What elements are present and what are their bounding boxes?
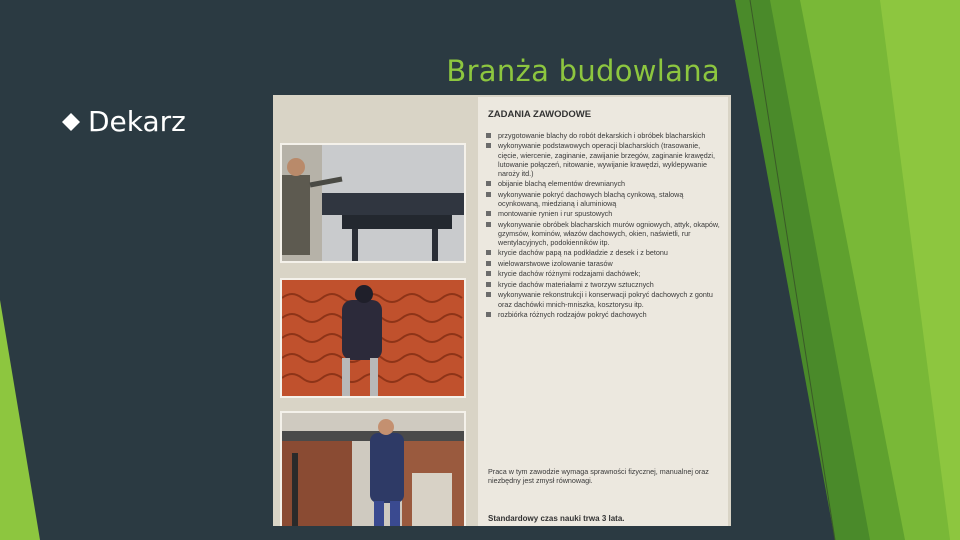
photo-roof-tiles	[280, 278, 466, 398]
duty-item: krycie dachów różnymi rodzajami dachówek;	[484, 269, 722, 278]
duty-item: wykonywanie obróbek blacharskich murów ogniowych, attyk, okapów, gzymsów, kominów, włazów dachowych, okien, naświetli, rur wentylacyjnych, podokienników itp.	[484, 220, 722, 247]
duty-list	[484, 131, 722, 320]
duty-item: przygotowanie blachy do robót dekarskich i obróbek blacharskich	[484, 131, 722, 140]
photo-metal-bending	[280, 143, 466, 263]
duty-item: wykonywanie pokryć dachowych blachą cynkową, stalową ocynkowaną, miedzianą i aluminiową	[484, 190, 722, 208]
scanned-page-image	[273, 95, 731, 526]
duty-item: montowanie rynien i rur spustowych	[484, 209, 722, 218]
document-note: Praca w tym zawodzie wymaga sprawności fizycznej, manualnej oraz niezbędny jest zmysł równowagi.	[488, 467, 709, 486]
diamond-bullet-icon	[60, 111, 82, 133]
duty-item: krycie dachów materiałami z tworzyw sztucznych	[484, 280, 722, 289]
duty-item: wykonywanie podstawowych operacji blacharskich (trasowanie, cięcie, wiercenie, zaginanie, zawijanie brzegów, zaginanie krawędzi, lutowanie połączeń, nitowanie, wywijanie krawędzi, wyklepywanie naroży itd.)	[484, 141, 722, 177]
document-footer: Standardowy czas nauki trwa 3 lata.	[488, 514, 625, 523]
document-heading: ZADANIA ZAWODOWE	[488, 109, 592, 120]
bullet-item	[60, 105, 186, 138]
photo-gutter-work-illustration	[282, 413, 464, 526]
photo-gutter-work	[280, 411, 466, 526]
left-green-shard	[0, 300, 40, 540]
duty-item: rozbiórka różnych rodzajów pokryć dachowych	[484, 310, 722, 319]
photo-roof-tiles-illustration	[282, 280, 464, 396]
duty-item: krycie dachów papą na podkładzie z desek i z betonu	[484, 248, 722, 257]
photo-metal-bending-illustration	[282, 145, 464, 261]
job-duties-document	[478, 97, 728, 526]
bullet-label: Dekarz	[88, 105, 186, 138]
duty-item: wykonywanie rekonstrukcji i konserwacji pokryć dachowych z gontu oraz dachówki mnich-mniszka, kosztorysu itp.	[484, 290, 722, 308]
slide-title: Branża budowlana	[446, 54, 720, 88]
duty-item: obijanie blachą elementów drewnianych	[484, 179, 722, 188]
duty-item: wielowarstwowe izolowanie tarasów	[484, 259, 722, 268]
